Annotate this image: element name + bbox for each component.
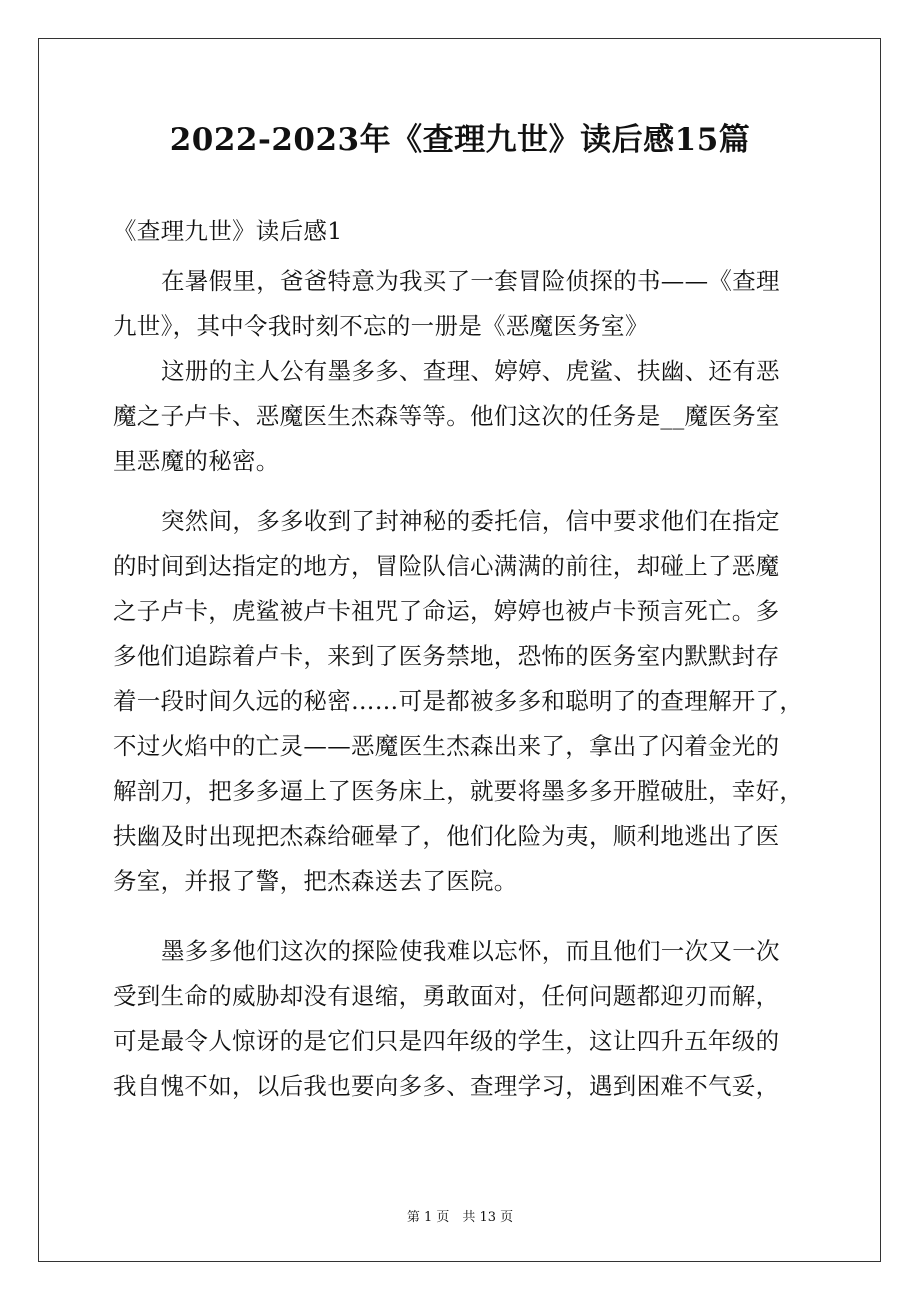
document-title: 2022-2023年《查理九世》读后感15篇 <box>169 122 751 158</box>
paragraph-line: 我自愧不如，以后我也要向多多、查理学习，遇到困难不气妥， <box>113 1072 780 1100</box>
paragraph-line: 不过火焰中的亡灵——恶魔医生杰森出来了，拿出了闪着金光的 <box>113 732 780 760</box>
paragraph-line: 多他们追踪着卢卡，来到了医务禁地，恐怖的医务室内默默封存 <box>113 642 780 670</box>
paragraph-line: 之子卢卡，虎鲨被卢卡祖咒了命运，婷婷也被卢卡预言死亡。多 <box>113 597 780 625</box>
paragraph-first-line: 墨多多他们这次的探险使我难以忘怀，而且他们一次又一次 <box>161 937 780 965</box>
paragraph-line: 里恶魔的秘密。 <box>113 447 280 475</box>
paragraph-line: 解剖刀，把多多逼上了医务床上，就要将墨多多开膛破肚，幸好， <box>113 777 804 805</box>
paragraph-line: 受到生命的威胁却没有退缩，勇敢面对，任何问题都迎刃而解， <box>113 982 780 1010</box>
paragraph-line: 魔之子卢卡、恶魔医生杰森等等。他们这次的任务是__魔医务室 <box>113 402 780 430</box>
paragraph-first-line: 在暑假里，爸爸特意为我买了一套冒险侦探的书——《查理 <box>161 267 780 295</box>
page-footer: 第 1 页 共 13 页 <box>406 1210 514 1225</box>
paragraph-line: 着一段时间久远的秘密……可是都被多多和聪明了的查理解开了， <box>113 687 804 715</box>
paragraph-line: 的时间到达指定的地方，冒险队信心满满的前往，却碰上了恶魔 <box>113 552 780 580</box>
paragraph-line: 九世》，其中令我时刻不忘的一册是《恶魔医务室》 <box>113 312 649 340</box>
section-heading: 《查理九世》读后感1 <box>113 217 343 245</box>
paragraph-line: 务室，并报了警，把杰森送去了医院。 <box>113 867 518 895</box>
paragraph-line: 扶幽及时出现把杰森给砸晕了，他们化险为夷，顺利地逃出了医 <box>113 822 780 850</box>
paragraph-first-line: 突然间，多多收到了封神秘的委托信，信中要求他们在指定 <box>161 507 780 535</box>
paragraph-first-line: 这册的主人公有墨多多、查理、婷婷、虎鲨、扶幽、还有恶 <box>161 357 780 385</box>
paragraph-line: 可是最令人惊讶的是它们只是四年级的学生，这让四升五年级的 <box>113 1027 780 1055</box>
